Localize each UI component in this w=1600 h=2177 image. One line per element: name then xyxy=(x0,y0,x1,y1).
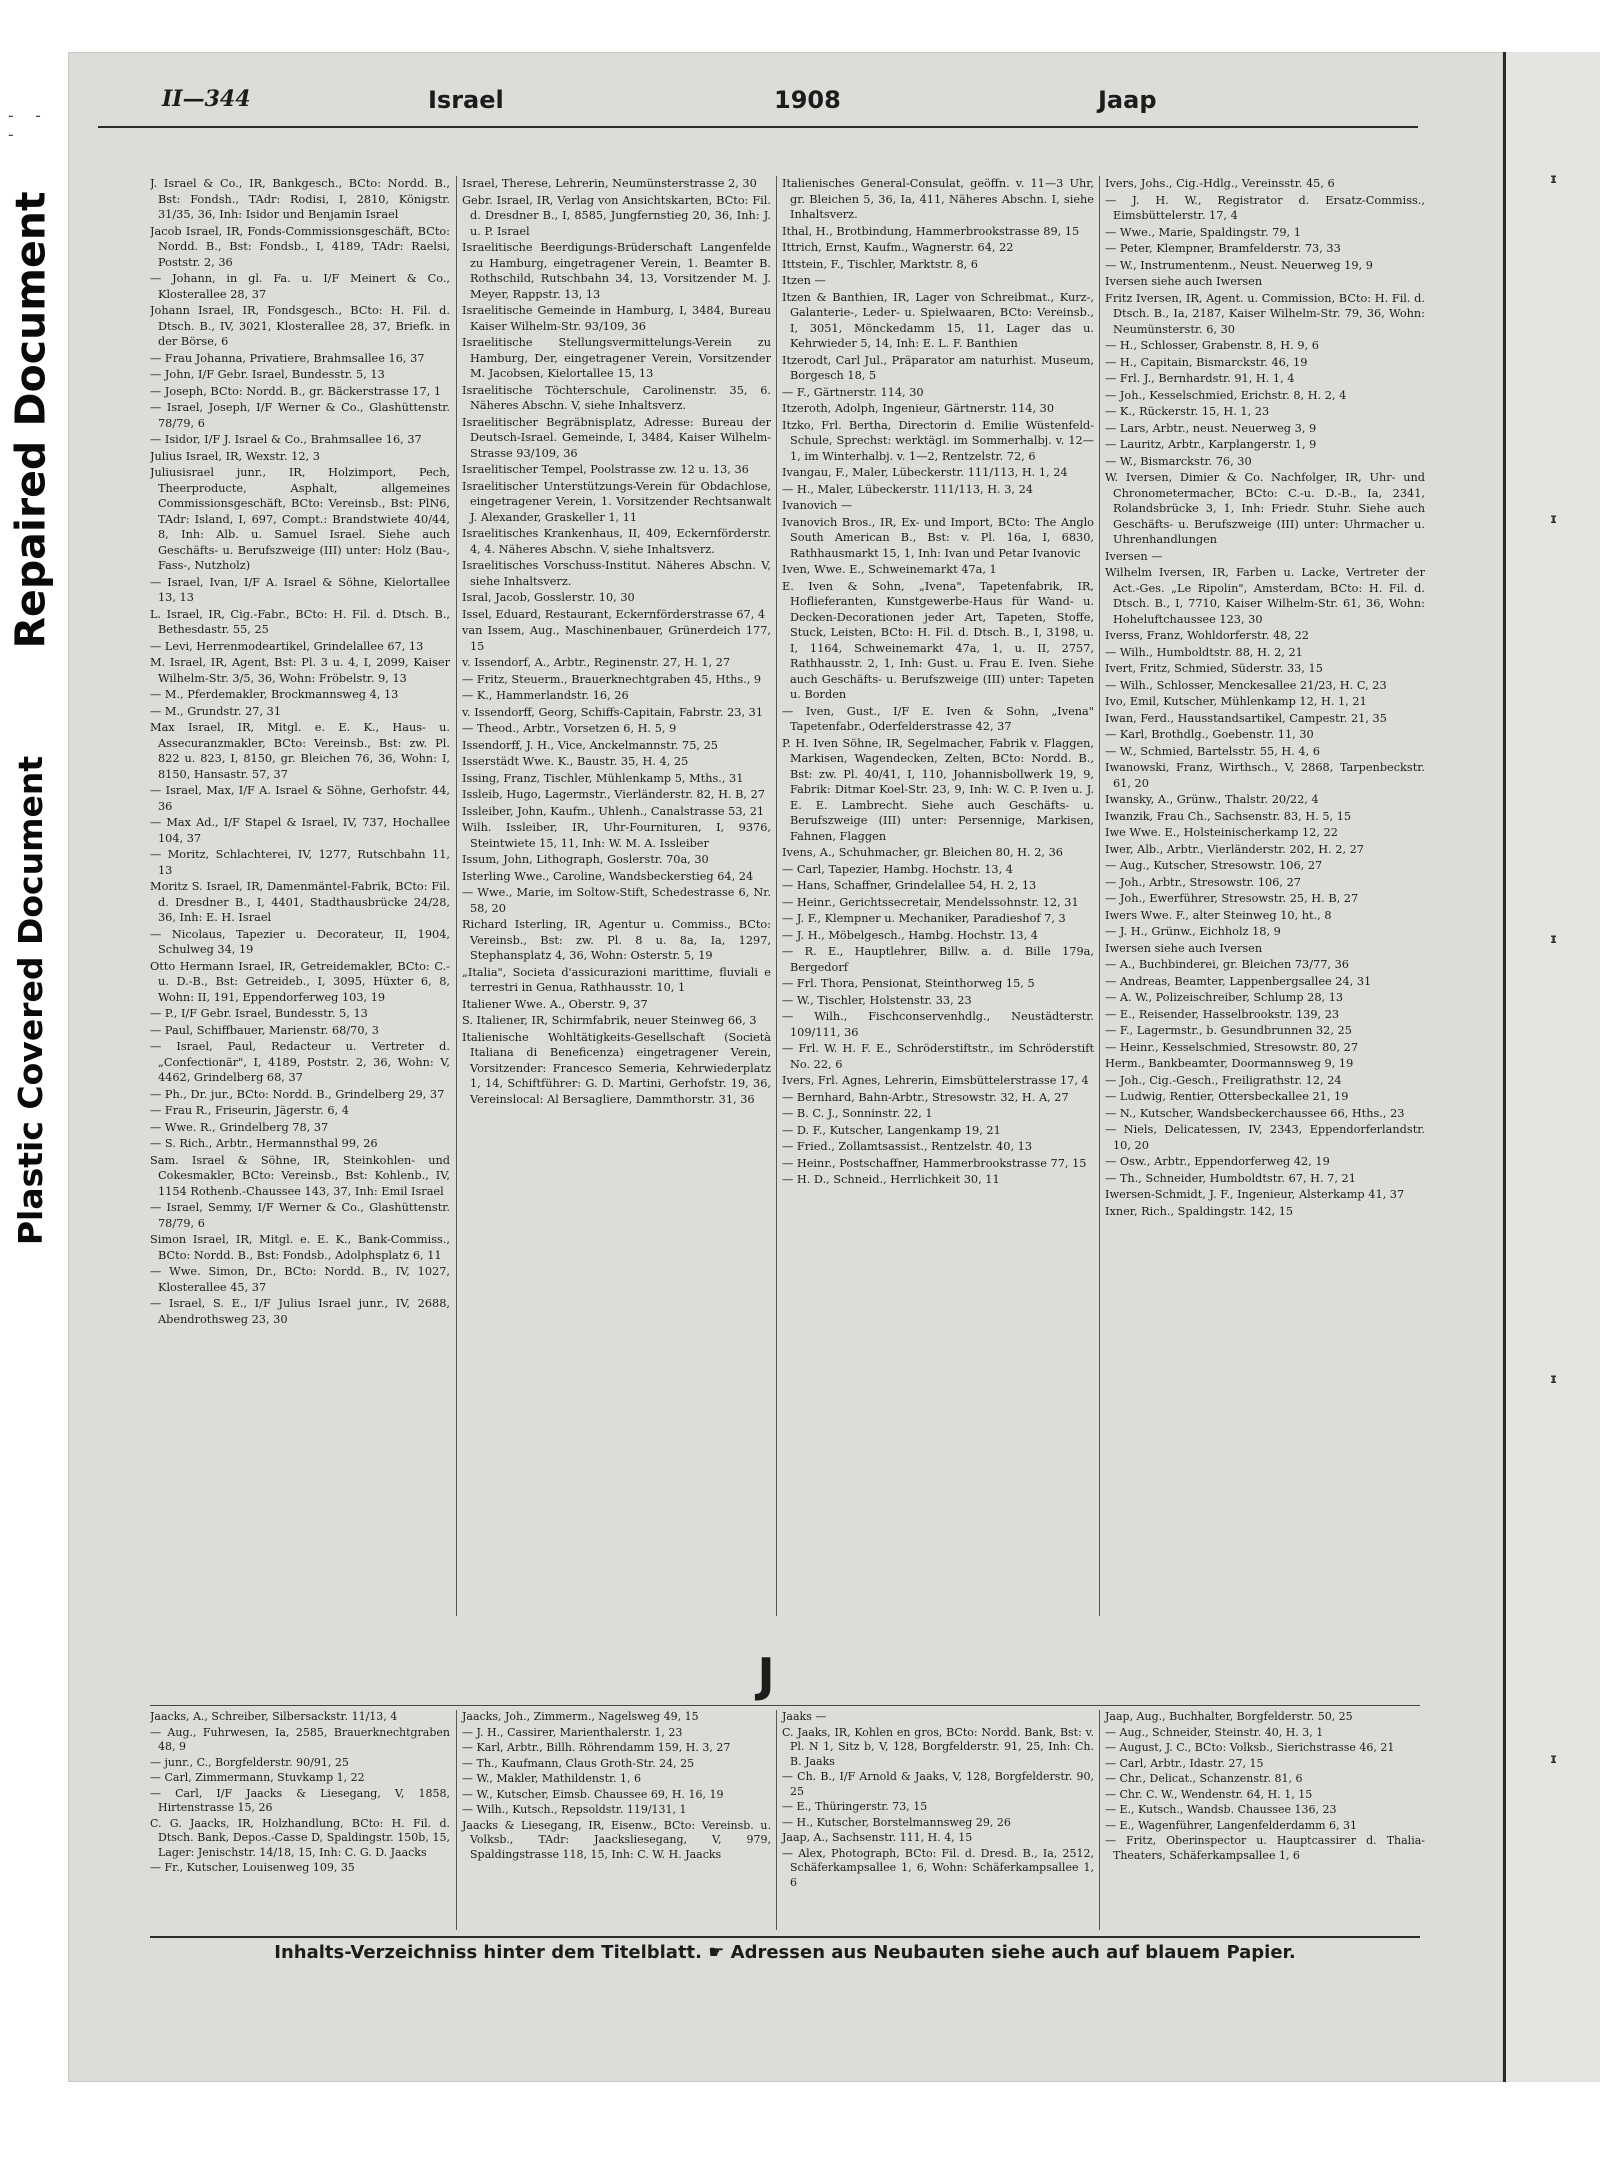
directory-entry: Isterling Wwe., Caroline, Wandsbeckerstieg 64, 24 xyxy=(462,869,754,883)
directory-entry: — Bernhard, Bahn-Arbtr., Stresowstr. 32, H. A, 27 xyxy=(782,1090,1069,1104)
directory-entry: — Joh., Arbtr., Stresowstr. 106, 27 xyxy=(1105,875,1301,889)
directory-column-4 xyxy=(1099,176,1425,1616)
directory-entry: — Alex, Photograph, BCto: Fil. d. Dresd. B., Ia, 2512, Schäferkampsallee 1, 6, Wohn: Schäferkampsallee 1, 6 xyxy=(782,1846,1094,1889)
edge-mark: ɪ xyxy=(1550,172,1558,187)
directory-entry: — John, I/F Gebr. Israel, Bundesstr. 5, 13 xyxy=(150,368,385,381)
directory-entry: Italienisches General-Consulat, geöffn. v. 11—3 Uhr, gr. Bleichen 5, 36, Ia, 411, Näheres Abschn. I, siehe Inhaltsverz. xyxy=(782,177,1094,221)
directory-entry: — Israel, Joseph, I/F Werner & Co., Glashüttenstr. 78/79, 6 xyxy=(150,401,450,430)
plastic-covered-text: Plastic Covered Document xyxy=(11,755,51,1245)
directory-entry: Max Israel, IR, Mitgl. e. E. K., Haus- u. Assecuranzmakler, BCto: Vereinsb., Bst: zw. Pl. 822 u. 823, I, 8150, gr. Bleichen 76, 36, Wohn: I, 8150, Hansastr. 57, 37 xyxy=(150,721,450,781)
directory-entry: Ivers, Frl. Agnes, Lehrerin, Eimsbüttelerstrasse 17, 4 xyxy=(782,1074,1089,1087)
directory-entry: Ithal, H., Brotbindung, Hammerbrookstrasse 89, 15 xyxy=(782,224,1080,238)
directory-entry: — Heinr., Postschaffner, Hammerbrookstrasse 77, 15 xyxy=(782,1156,1087,1170)
directory-entry: — Frau Johanna, Privatiere, Brahmsallee 16, 37 xyxy=(150,351,425,365)
directory-entry: Jaap, Aug., Buchhalter, Borgfelderstr. 50, 25 xyxy=(1105,1710,1353,1723)
directory-entry: — Aug., Kutscher, Stresowstr. 106, 27 xyxy=(1105,859,1323,872)
directory-entry: — Israel, Semmy, I/F Werner & Co., Glashüttenstr. 78/79, 6 xyxy=(150,1201,450,1230)
directory-entry: Issleib, Hugo, Lagermstr., Vierländerstr. 82, H. B, 27 xyxy=(462,788,765,801)
directory-entry: — Ludwig, Rentier, Ottersbeckallee 21, 19 xyxy=(1105,1090,1349,1103)
repaired-document-text: Repaired Document xyxy=(7,191,56,649)
directory-entry: Iwanzik, Frau Ch., Sachsenstr. 83, H. 5, 15 xyxy=(1105,809,1352,823)
directory-entry: — Niels, Delicatessen, IV, 2343, Eppendorferlandstr. 10, 20 xyxy=(1105,1123,1425,1152)
directory-entry: — A. W., Polizeischreiber, Schlump 28, 13 xyxy=(1105,991,1344,1004)
j-section-column-3 xyxy=(776,1710,1094,1930)
directory-entry: Iwanowski, Franz, Wirthsch., V, 2868, Tarpenbeckstr. 61, 20 xyxy=(1105,761,1425,790)
edge-mark: ɪ xyxy=(1550,512,1558,527)
directory-entry: — Joh., Ewerführer, Stresowstr. 25, H. B, 27 xyxy=(1105,892,1359,905)
dash-marks: - - - xyxy=(6,106,47,144)
directory-entry: — August, J. C., BCto: Volksb., Sierichstrasse 46, 21 xyxy=(1105,1741,1395,1754)
directory-entry: — H., Kutscher, Borstelmannsweg 29, 26 xyxy=(782,1815,1011,1829)
directory-entry: S. Italiener, IR, Schirmfabrik, neuer Steinweg 66, 3 xyxy=(462,1014,757,1027)
directory-entry: Itzen & Banthien, IR, Lager von Schreibmat., Kurz-, Galanterie-, Leder- u. Spielwaaren, BCto: Vereinsb., I, 3051, Mönckedamm 15, 11, Lager das u. Kehrwieder 5, 14, Inh: E. L. F. Banthien xyxy=(782,290,1094,350)
directory-entry: Jaacks, A., Schreiber, Silbersackstr. 11/13, 4 xyxy=(150,1710,398,1723)
directory-entry: Jaaks — xyxy=(782,1710,827,1723)
directory-entry: — E., Thüringerstr. 73, 15 xyxy=(782,1800,928,1813)
directory-entry: — K., Hammerlandstr. 16, 26 xyxy=(462,689,629,702)
j-section-column-2 xyxy=(456,1710,771,1930)
directory-entry: Ivers, Johs., Cig.-Hdlg., Vereinsstr. 45, 6 xyxy=(1105,177,1335,190)
directory-entry: — N., Kutscher, Wandsbeckerchaussee 66, Hths., 23 xyxy=(1105,1106,1405,1120)
directory-entry: — Osw., Arbtr., Eppendorferweg 42, 19 xyxy=(1105,1155,1330,1168)
directory-entry: — Chr. C. W., Wendenstr. 64, H. 1, 15 xyxy=(1105,1787,1313,1801)
directory-entry: Iwe Wwe. E., Holsteinischerkamp 12, 22 xyxy=(1105,826,1338,839)
directory-entry: Moritz S. Israel, IR, Damenmäntel-Fabrik, BCto: Fil. d. Dresdner B., I, 4401, Stadthausbrücke 24/28, 36, Inh: E. H. Israel xyxy=(150,880,450,924)
directory-entry: — J. H., Cassirer, Marienthalerstr. 1, 23 xyxy=(462,1725,683,1739)
directory-entry: — Wilh., Humboldtstr. 88, H. 2, 21 xyxy=(1105,645,1303,659)
directory-entry: Israelitische Beerdigungs-Brüderschaft Langenfelde zu Hamburg, eingetragener Verein, 1. Beamter B. Rothschild, Rutschbahn 34, 13, Vorsitzender M. J. Meyer, Rappstr. 13, 13 xyxy=(462,241,771,301)
directory-entry: — W., Makler, Mathildenstr. 1, 6 xyxy=(462,1772,642,1785)
directory-entry: v. Issendorff, Georg, Schiffs-Capitain, Fabrstr. 23, 31 xyxy=(462,705,764,719)
section-letter: J xyxy=(757,1648,775,1702)
directory-entry: Juliusisrael junr., IR, Holzimport, Pech, Theerproducte, Asphalt, allgemeines Commissionsgeschäft, BCto: Vereinsb., Bst: PlN6, TAdr: Island, I, 697, Compt.: Brandstwiete 40/44, 8, Inh: Alb. u. Samuel Israel. Siehe auch Geschäfts- u. Berufszweige (III) unter: Holz (Bau-, Fass-, Nutzholz) xyxy=(150,466,450,572)
directory-entry: — Israel, Max, I/F A. Israel & Söhne, Gerhofstr. 44, 36 xyxy=(150,784,450,813)
directory-entry: Jaacks & Liesegang, IR, Eisenw., BCto: Vereinsb. u. Volksb., TAdr: Jaacksliesegang, V, 979, Spaldingstrasse 118, 15, Inh: C. W. H. Jaacks xyxy=(462,1818,771,1861)
directory-entry: — W., Instrumentenm., Neust. Neuerweg 19, 9 xyxy=(1105,258,1373,272)
page-header xyxy=(98,82,1418,128)
directory-entry: — Frl. Thora, Pensionat, Steinthorweg 15, 5 xyxy=(782,977,1035,990)
page-number: II—344 xyxy=(162,86,251,112)
directory-column-2 xyxy=(456,176,771,1616)
directory-entry: Iwersen siehe auch Iversen xyxy=(1105,941,1263,955)
directory-entry: Israel, Therese, Lehrerin, Neumünsterstrasse 2, 30 xyxy=(462,177,757,190)
directory-entry: Israelitische Töchterschule, Carolinenstr. 35, 6. Näheres Abschn. V, siehe Inhaltsverz. xyxy=(462,383,771,412)
directory-column-1 xyxy=(150,176,450,1616)
directory-entry: — J. H. W., Registrator d. Ersatz-Commiss., Eimsbüttelerstr. 17, 4 xyxy=(1105,193,1425,222)
directory-entry: C. Jaaks, IR, Kohlen en gros, BCto: Nordd. Bank, Bst: v. Pl. N 1, Sitz b, V, 128, Borgfelderstr. 91, 25, Inh: Ch. B. Jaaks xyxy=(782,1725,1094,1768)
directory-entry: — Karl, Arbtr., Billh. Röhrendamm 159, H. 3, 27 xyxy=(462,1741,731,1754)
directory-entry: — H. D., Schneid., Herrlichkeit 30, 11 xyxy=(782,1173,1000,1186)
directory-entry: Issing, Franz, Tischler, Mühlenkamp 5, Mths., 31 xyxy=(462,771,744,785)
directory-entry: Israelitische Gemeinde in Hamburg, I, 3484, Bureau Kaiser Wilhelm-Str. 93/109, 36 xyxy=(462,304,771,333)
directory-entry: — Wwe. R., Grindelberg 78, 37 xyxy=(150,1120,329,1134)
directory-entry: — M., Pferdemakler, Brockmannsweg 4, 13 xyxy=(150,688,399,701)
directory-entry: — Lars, Arbtr., neust. Neuerweg 3, 9 xyxy=(1105,421,1317,435)
directory-entry: — J. F., Klempner u. Mechaniker, Paradieshof 7, 3 xyxy=(782,912,1066,925)
directory-entry: Issum, John, Lithograph, Goslerstr. 70a, 30 xyxy=(462,853,709,866)
directory-entry: — Ch. B., I/F Arnold & Jaaks, V, 128, Borgfelderstr. 90, 25 xyxy=(782,1770,1094,1798)
directory-entry: — Carl, Tapezier, Hambg. Hochstr. 13, 4 xyxy=(782,862,1013,876)
directory-entry: — Levi, Herrenmodeartikel, Grindelallee 67, 13 xyxy=(150,639,424,653)
directory-entry: — Andreas, Beamter, Lappenbergsallee 24, 31 xyxy=(1105,974,1372,988)
directory-entry: — H., Capitain, Bismarckstr. 46, 19 xyxy=(1105,355,1308,369)
directory-entry: L. Israel, IR, Cig.-Fabr., BCto: H. Fil. d. Dtsch. B., Bethesdastr. 55, 25 xyxy=(150,607,450,636)
directory-entry: — Israel, Paul, Redacteur u. Vertreter d. „Confectionär", I, 4189, Poststr. 2, 36, Wohn: V, 4462, Grindelberg 68, 37 xyxy=(150,1040,450,1084)
repaired-document-label xyxy=(6,140,56,700)
directory-entry: — Theod., Arbtr., Vorsetzen 6, H. 5, 9 xyxy=(462,722,677,735)
directory-entry: — Joseph, BCto: Nordd. B., gr. Bäckerstrasse 17, 1 xyxy=(150,384,442,398)
directory-entry: — Th., Kaufmann, Claus Groth-Str. 24, 25 xyxy=(462,1756,695,1770)
directory-entry: C. G. Jaacks, IR, Holzhandlung, BCto: H. Fil. d. Dtsch. Bank, Depos.-Casse D, Spaldingstr. 150b, 15, Lager: Jenischstr. 14/18, 15, Inh: C. G. D. Jaacks xyxy=(150,1816,450,1859)
directory-entry: — Aug., Fuhrwesen, Ia, 2585, Brauerknechtgraben 48, 9 xyxy=(150,1725,450,1753)
directory-entry: — Hans, Schaffner, Grindelallee 54, H. 2, 13 xyxy=(782,879,1037,892)
directory-entry: — Iven, Gust., I/F E. Iven & Sohn, „Ivena" Tapetenfabr., Oderfelderstrasse 42, 37 xyxy=(782,704,1094,733)
directory-entry: — Frau R., Friseurin, Jägerstr. 6, 4 xyxy=(150,1104,349,1117)
directory-entry: — Heinr., Kesselschmied, Stresowstr. 80, 27 xyxy=(1105,1040,1359,1054)
directory-entry: Jacob Israel, IR, Fonds-Commissionsgeschäft, BCto: Nordd. B., Bst: Fondsb., I, 4189, TAdr: Raelsi, Poststr. 2, 36 xyxy=(150,224,450,269)
header-last-entry: Jaap xyxy=(1098,86,1157,114)
directory-entry: — Frl. W. H. F. E., Schröderstiftstr., im Schröderstift No. 22, 6 xyxy=(782,1042,1094,1071)
directory-entry: Issleiber, John, Kaufm., Uhlenh., Canalstrasse 53, 21 xyxy=(462,804,765,818)
directory-entry: Iwan, Ferd., Hausstandsartikel, Campestr. 21, 35 xyxy=(1105,711,1387,725)
directory-entry: — Fritz, Oberinspector u. Hauptcassirer d. Thalia-Theaters, Schäferkampsallee 1, 6 xyxy=(1105,1834,1425,1862)
directory-entry: Iversen — xyxy=(1105,549,1163,563)
directory-entry: — Carl, I/F Jaacks & Liesegang, V, 1858, Hirtenstrasse 15, 26 xyxy=(150,1786,450,1814)
directory-entry: — H., Maler, Lübeckerstr. 111/113, H. 3, 24 xyxy=(782,482,1033,496)
directory-entry: — Carl, Arbtr., Idastr. 27, 15 xyxy=(1105,1756,1264,1770)
directory-entry: — Joh., Kesselschmied, Erichstr. 8, H. 2, 4 xyxy=(1105,388,1347,402)
directory-entry: — Aug., Schneider, Steinstr. 40, H. 3, 1 xyxy=(1105,1725,1324,1739)
directory-entry: — Frl. J., Bernhardstr. 91, H. 1, 4 xyxy=(1105,372,1295,385)
directory-entry: Jaacks, Joh., Zimmerm., Nagelsweg 49, 15 xyxy=(462,1710,699,1723)
directory-entry: P. H. Iven Söhne, IR, Segelmacher, Fabrik v. Flaggen, Markisen, Wagendecken, Zelten, BCto: Nordd. B., Bst: zw. Pl. 40/41, I, 110, Johannisbollwerk 19, 9, Fabrik: Ditmar Koel-Str. 23, 9, Inh: W. C. P. Iven u. J. E. E. Lambrecht. Siehe auch Geschäfts- u. Berufszweige (III) unter: Persennige, Markisen, Fahnen, Flaggen xyxy=(782,736,1094,843)
directory-entry: Italiener Wwe. A., Oberstr. 9, 37 xyxy=(462,997,648,1011)
footer-divider xyxy=(150,1936,1420,1938)
directory-entry: — S. Rich., Arbtr., Hermannsthal 99, 26 xyxy=(150,1137,378,1150)
directory-entry: — Ph., Dr. jur., BCto: Nordd. B., Grindelberg 29, 37 xyxy=(150,1087,445,1101)
directory-entry: Ivens, A., Schuhmacher, gr. Bleichen 80, H. 2, 36 xyxy=(782,846,1063,859)
directory-entry: Itzeroth, Adolph, Ingenieur, Gärtnerstr. 114, 30 xyxy=(782,402,1055,415)
directory-entry: Gebr. Israel, IR, Verlag von Ansichtskarten, BCto: Fil. d. Dresdner B., I, 8585, Jungfernstieg 20, 36, Inh: J. u. P. Israel xyxy=(462,193,771,238)
directory-entry: — K., Rückerstr. 15, H. 1, 23 xyxy=(1105,405,1270,418)
directory-entry: Jaap, A., Sachsenstr. 111, H. 4, 15 xyxy=(782,1831,973,1844)
directory-entry: — M., Grundstr. 27, 31 xyxy=(150,704,282,718)
directory-entry: Israelitischer Unterstützungs-Verein für Obdachlose, eingetragener Verein, 1. Vorsitzender Rechtsanwalt J. Alexander, Graskeller 1, 11 xyxy=(462,479,771,524)
directory-entry: J. Israel & Co., IR, Bankgesch., BCto: Nordd. B., Bst: Fondsh., TAdr: Rodisi, I, 2810, Königstr. 31/35, 36, Inh: Isidor und Benjamin Israel xyxy=(150,177,450,221)
directory-entry: — Lauritz, Arbtr., Karplangerstr. 1, 9 xyxy=(1105,438,1317,451)
header-year: 1908 xyxy=(774,86,841,114)
directory-entry: — Fried., Zollamtsassist., Rentzelstr. 40, 13 xyxy=(782,1140,1033,1153)
directory-entry: Israelitische Stellungsvermittelungs-Verein zu Hamburg, Der, eingetragener Verein, Vorsitzender M. Jacobsen, Kielortallee 15, 13 xyxy=(462,336,771,380)
directory-entry: — J. H., Möbelgesch., Hambg. Hochstr. 13, 4 xyxy=(782,928,1038,942)
directory-entry: — W., Tischler, Holstenstr. 33, 23 xyxy=(782,993,972,1007)
directory-entry: — E., Kutsch., Wandsb. Chaussee 136, 23 xyxy=(1105,1803,1337,1816)
directory-entry: — H., Schlosser, Grabenstr. 8, H. 9, 6 xyxy=(1105,339,1319,352)
directory-entry: Itzen — xyxy=(782,274,826,287)
directory-entry: — Wilh., Fischconservenhdlg., Neustädterstr. 109/111, 36 xyxy=(782,1010,1094,1039)
directory-entry: Ivanovich Bros., IR, Ex- und Import, BCto: The Anglo South American B., Bst: v. Pl. 16a, I, 6830, Rathhausmarkt 15, 1, Inh: Ivan und Petar Ivanovic xyxy=(782,515,1094,560)
directory-entry: — F., Gärtnerstr. 114, 30 xyxy=(782,385,924,399)
directory-entry: Isral, Jacob, Gosslerstr. 10, 30 xyxy=(462,591,635,604)
directory-entry: Julius Israel, IR, Wexstr. 12, 3 xyxy=(150,449,320,463)
directory-entry: — Peter, Klempner, Bramfelderstr. 73, 33 xyxy=(1105,242,1341,255)
directory-column-3 xyxy=(776,176,1094,1616)
plastic-covered-label xyxy=(6,700,56,1300)
directory-entry: — P., I/F Gebr. Israel, Bundesstr. 5, 13 xyxy=(150,1007,368,1020)
edge-mark: ɪ xyxy=(1550,932,1558,947)
directory-entry: Issel, Eduard, Restaurant, Eckernförderstrasse 67, 4 xyxy=(462,607,766,621)
directory-entry: — Moritz, Schlachterei, IV, 1277, Rutschbahn 11, 13 xyxy=(150,848,450,877)
directory-entry: Ivert, Fritz, Schmied, Süderstr. 33, 15 xyxy=(1105,662,1323,675)
directory-entry: Otto Hermann Israel, IR, Getreidemakler, BCto: C.- u. D.-B., Bst: Getreideb., I, 3095, Hüxter 6, 8, Wohn: II, 191, Eppendorferweg 103, 19 xyxy=(150,959,450,1004)
directory-entry: Iven, Wwe. E., Schweinemarkt 47a, 1 xyxy=(782,563,997,576)
directory-entry: — Wwe. Simon, Dr., BCto: Nordd. B., IV, 1027, Klosterallee 45, 37 xyxy=(150,1265,450,1294)
directory-entry: Itzko, Frl. Bertha, Directorin d. Emilie Wüstenfeld-Schule, Sprechst: werktägl. im Sommerhalbj. v. 12—1, im Winterhalbj. v. 1—2, Rentzelstr. 72, 6 xyxy=(782,418,1094,463)
directory-entry: Iversen siehe auch Iwersen xyxy=(1105,275,1263,288)
directory-entry: — B. C. J., Sonninstr. 22, 1 xyxy=(782,1107,933,1120)
directory-entry: — Wilh., Schlosser, Menckesallee 21/23, H. C, 23 xyxy=(1105,678,1387,692)
directory-entry: — F., Lagermstr., b. Gesundbrunnen 32, 25 xyxy=(1105,1024,1352,1037)
directory-entry: Issendorff, J. H., Vice, Anckelmannstr. 75, 25 xyxy=(462,738,718,752)
directory-entry: — junr., C., Borgfelderstr. 90/91, 25 xyxy=(150,1755,349,1769)
directory-entry: — Johann, in gl. Fa. u. I/F Meinert & Co., Klosterallee 28, 37 xyxy=(150,272,450,301)
directory-entry: — Carl, Zimmermann, Stuvkamp 1, 22 xyxy=(150,1771,365,1784)
directory-entry: — Th., Schneider, Humboldtstr. 67, H. 7, 21 xyxy=(1105,1171,1356,1185)
j-section-column-4 xyxy=(1099,1710,1425,1930)
directory-entry: — W., Schmied, Bartelsstr. 55, H. 4, 6 xyxy=(1105,744,1320,758)
directory-entry: — Israel, S. E., I/F Julius Israel junr., IV, 2688, Abendrothsweg 23, 30 xyxy=(150,1297,450,1326)
directory-entry: — R. E., Hauptlehrer, Billw. a. d. Bille 179a, Bergedorf xyxy=(782,945,1094,974)
directory-entry: Ittrich, Ernst, Kaufm., Wagnerstr. 64, 22 xyxy=(782,241,1014,254)
directory-entry: Richard Isterling, IR, Agentur u. Commiss., BCto: Vereinsb., Bst: zw. Pl. 8 u. 8a, Ia, 1297, Stephansplatz 4, 36, Wohn: Osterstr. 5, 19 xyxy=(462,918,771,962)
directory-entry: Fritz Iversen, IR, Agent. u. Commission, BCto: H. Fil. d. Dtsch. B., Ia, 2187, Kaiser Wilhelm-Str. 79, 36, Wohn: Neumünsterstr. 6, 30 xyxy=(1105,291,1425,336)
directory-entry: Israelitisches Krankenhaus, II, 409, Eckernförderstr. 4, 4. Näheres Abschn. V, siehe Inhaltsverz. xyxy=(462,527,771,556)
directory-entry: — Max Ad., I/F Stapel & Israel, IV, 737, Hochallee 104, 37 xyxy=(150,816,450,845)
directory-entry: Iverss, Franz, Wohldorferstr. 48, 22 xyxy=(1105,629,1309,642)
directory-entry: M. Israel, IR, Agent, Bst: Pl. 3 u. 4, I, 2099, Kaiser Wilhelm-Str. 3/5, 36, Wohn: Fröbelstr. 9, 13 xyxy=(150,656,450,685)
directory-entry: — Israel, Ivan, I/F A. Israel & Söhne, Kielortallee 13, 13 xyxy=(150,575,450,604)
directory-entry: Israelitischer Begräbnisplatz, Adresse: Bureau der Deutsch-Israel. Gemeinde, I, 3484, Kaiser Wilhelm-Strasse 93/109, 36 xyxy=(462,415,771,460)
directory-entry: Ivo, Emil, Kutscher, Mühlenkamp 12, H. 1, 21 xyxy=(1105,695,1367,708)
directory-entry: — Chr., Delicat., Schanzenstr. 81, 6 xyxy=(1105,1772,1303,1785)
directory-entry: — Fritz, Steuerm., Brauerknechtgraben 45, Hths., 9 xyxy=(462,672,762,686)
directory-entry: — A., Buchbinderei, gr. Bleichen 73/77, 36 xyxy=(1105,958,1349,971)
directory-entry: „Italia", Societa d'assicurazioni marittime, fluviali e terrestri in Genua, Rathhausstr. 10, 1 xyxy=(462,965,771,994)
directory-entry: Iwansky, A., Grünw., Thalstr. 20/22, 4 xyxy=(1105,793,1319,806)
directory-entry: Ivanovich — xyxy=(782,499,853,512)
directory-entry: — D. F., Kutscher, Langenkamp 19, 21 xyxy=(782,1123,1001,1137)
edge-mark: ɪ xyxy=(1550,1752,1558,1767)
directory-entry: — W., Bismarckstr. 76, 30 xyxy=(1105,454,1252,468)
directory-entry: Ittstein, F., Tischler, Marktstr. 8, 6 xyxy=(782,257,978,271)
directory-entry: Israelitisches Vorschuss-Institut. Näheres Abschn. V, siehe Inhaltsverz. xyxy=(462,559,771,588)
edge-mark: ɪ xyxy=(1550,1372,1558,1387)
section-divider xyxy=(150,1705,1420,1706)
directory-entry: Iwersen-Schmidt, J. F., Ingenieur, Alsterkamp 41, 37 xyxy=(1105,1188,1405,1201)
directory-entry: — Karl, Brothdlg., Goebenstr. 11, 30 xyxy=(1105,728,1314,741)
directory-entry: — W., Kutscher, Eimsb. Chaussee 69, H. 16, 19 xyxy=(462,1787,724,1801)
directory-entry: — Wwe., Marie, Spaldingstr. 79, 1 xyxy=(1105,225,1301,239)
margin-strip xyxy=(0,40,68,2080)
adjacent-page-edge xyxy=(1503,52,1600,2082)
directory-entry: Herm., Bankbeamter, Doormannsweg 9, 19 xyxy=(1105,1057,1354,1070)
directory-entry: W. Iversen, Dimier & Co. Nachfolger, IR, Uhr- und Chronometermacher, BCto: C.-u. D.-B., Ia, 2341, Rolandsbrücke 3, 1, Inh: Friedr. Stuhr. Siehe auch Geschäfts- u. Berufszweige (III) unter: Uhrmacher u. Uhrenhandlungen xyxy=(1105,471,1425,546)
directory-entry: van Issem, Aug., Maschinenbauer, Grünerdeich 177, 15 xyxy=(462,624,771,653)
directory-entry: Johann Israel, IR, Fondsgesch., BCto: H. Fil. d. Dtsch. B., IV, 3021, Klosterallee 28, 37, Briefk. in der Börse, 6 xyxy=(150,304,450,348)
directory-entry: Ivangau, F., Maler, Lübeckerstr. 111/113, H. 1, 24 xyxy=(782,466,1068,479)
directory-entry: Italienische Wohltätigkeits-Gesellschaft (Società Italiana di Beneficenza) eingetragener Verein, Vorsitzender: Francesco Semeria, Kehrwiederplatz 1, 14, Schiftführer: G. D. Martini, Gerhofstr. 19, 36, Vereinslocal: Al Bersagliere, Dammthorstr. 31, 36 xyxy=(462,1030,771,1106)
directory-entry: — J. H., Grünw., Eichholz 18, 9 xyxy=(1105,925,1281,938)
directory-entry: Sam. Israel & Söhne, IR, Steinkohlen- und Cokesmakler, BCto: Vereinsb., Bst: Kohlenb., IV, 1154 Rothenb.-Chaussee 143, 37, Inh: Emil Israel xyxy=(150,1153,450,1198)
header-first-entry: Israel xyxy=(428,86,504,114)
directory-entry: E. Iven & Sohn, „Ivena", Tapetenfabrik, IR, Hoflieferanten, Kunstgewerbe-Haus für Wand- u. Decken-Decorationen jeder Art, Tapeten, Stoffe, Stuck, Leisten, BCto: H. Fil. d. Dtsch. B., I, 3198, u. I, 1164, Schweinemarkt 47a, 1, u. II, 2757, Rathhausstr. 2, 1, Inh: Gust. u. Frau E. Iven. Siehe auch Geschäfts- u. Berufszweige (III) unter: Tapeten u. Borden xyxy=(782,579,1094,701)
directory-entry: — Isidor, I/F J. Israel & Co., Brahmsallee 16, 37 xyxy=(150,433,422,446)
directory-entry: — E., Reisender, Hasselbrookstr. 139, 23 xyxy=(1105,1007,1340,1021)
directory-entry: — Wilh., Kutsch., Repsoldstr. 119/131, 1 xyxy=(462,1803,687,1816)
directory-entry: Ixner, Rich., Spaldingstr. 142, 15 xyxy=(1105,1204,1294,1218)
directory-entry: — Wwe., Marie, im Soltow-Stift, Schedestrasse 6, Nr. 58, 20 xyxy=(462,886,771,915)
directory-entry: — Heinr., Gerichtssecretair, Mendelssohnstr. 12, 31 xyxy=(782,895,1079,909)
footer-note: Inhalts-Verzeichniss hinter dem Titelblatt. ☛ Adressen aus Neubauten siehe auch auf blauem Papier. xyxy=(274,1942,1296,1963)
directory-entry: Israelitischer Tempel, Poolstrasse zw. 12 u. 13, 36 xyxy=(462,463,749,476)
directory-entry: Itzerodt, Carl Jul., Präparator am naturhist. Museum, Borgesch 18, 5 xyxy=(782,353,1094,382)
directory-entry: Simon Israel, IR, Mitgl. e. E. K., Bank-Commiss., BCto: Nordd. B., Bst: Fondsb., Adolphsplatz 6, 11 xyxy=(150,1233,450,1262)
directory-entry: — E., Wagenführer, Langenfelderdamm 6, 31 xyxy=(1105,1818,1358,1832)
directory-entry: — Fr., Kutscher, Louisenweg 109, 35 xyxy=(150,1861,355,1874)
directory-entry: — Nicolaus, Tapezier u. Decorateur, II, 1904, Schulweg 34, 19 xyxy=(150,927,450,956)
directory-entry: — Paul, Schiffbauer, Marienstr. 68/70, 3 xyxy=(150,1023,379,1037)
directory-entry: v. Issendorf, A., Arbtr., Reginenstr. 27, H. 1, 27 xyxy=(462,656,731,669)
directory-entry: Isserstädt Wwe. K., Baustr. 35, H. 4, 25 xyxy=(462,755,689,768)
directory-entry: — Joh., Cig.-Gesch., Freiligrathstr. 12, 24 xyxy=(1105,1073,1342,1087)
directory-entry: Wilhelm Iversen, IR, Farben u. Lacke, Vertreter der Act.-Ges. „Le Ripolin", Amsterdam, BCto: H. Fil. d. Dtsch. B., I, 7710, Kaiser Wilhelm-Str. 61, 36, Wohn: Hoheluftchaussee 123, 30 xyxy=(1105,566,1425,626)
directory-entry: Iwers Wwe. F., alter Steinweg 10, ht., 8 xyxy=(1105,908,1332,922)
j-section-column-1 xyxy=(150,1710,450,1930)
directory-entry: Wilh. Issleiber, IR, Uhr-Fournituren, I, 9376, Steintwiete 15, 11, Inh: W. M. A. Issleiber xyxy=(462,821,771,850)
directory-entry: Iwer, Alb., Arbtr., Vierländerstr. 202, H. 2, 27 xyxy=(1105,842,1364,856)
